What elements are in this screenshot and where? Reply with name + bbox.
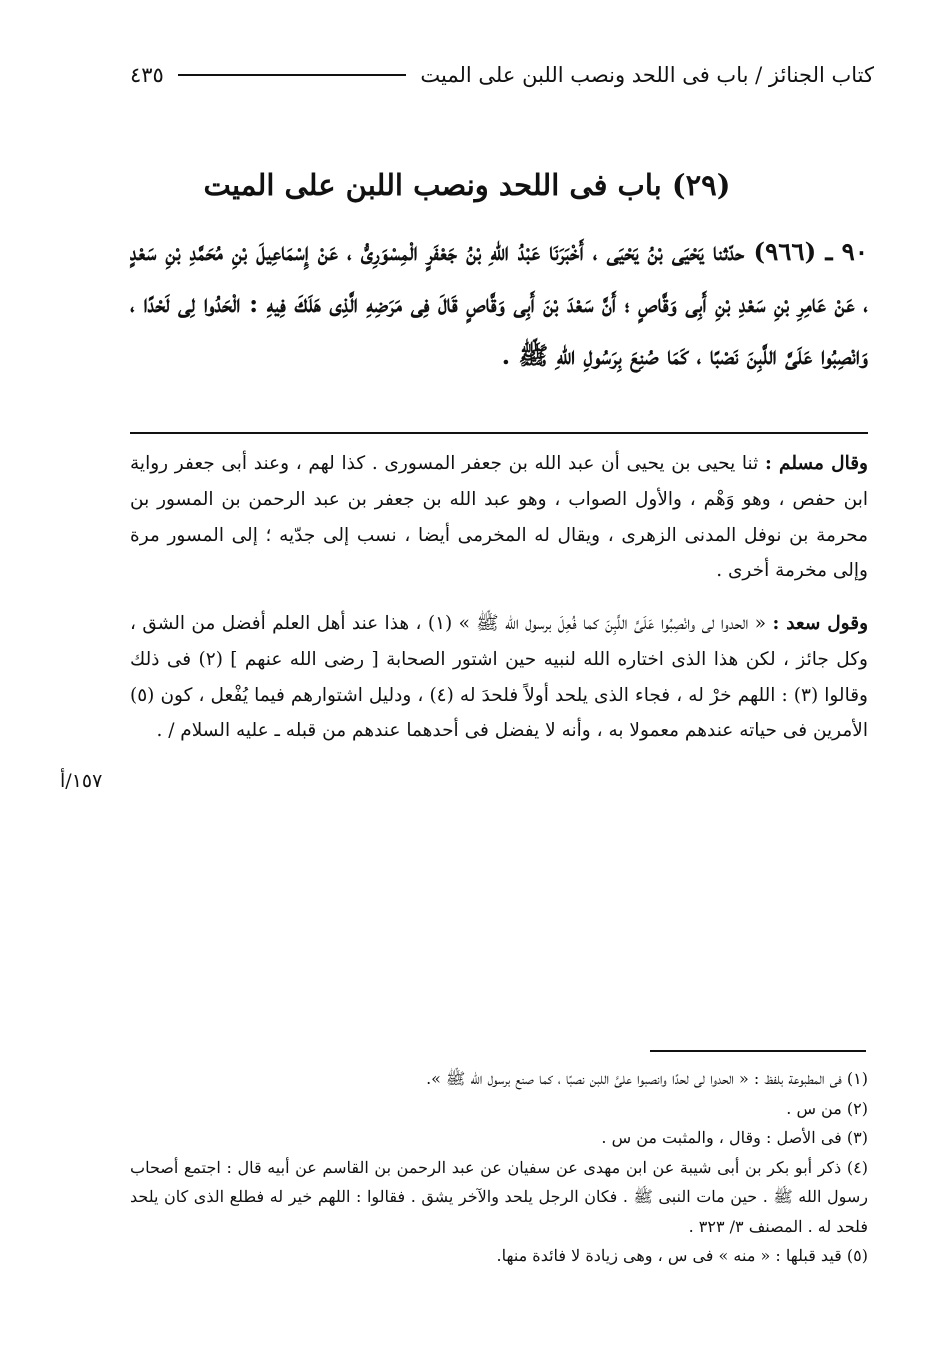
commentary-text-1: ثنا يحيى بن يحيى أن عبد الله بن جعفر المسورى . كذا لهم ، وعند أبى جعفر رواية ابن حفص ، وهو وَهْم ، والأول الصواب ، وهو عبد الله بن جعفر بن عبد الرحمن بن المسور بن محرمة بن نوفل المدنى الزهرى ، ويقال له المخرمى أيضا ، نسب إلى جدّيه ؛ إلى المسور مرة وإلى مخرمة أخرى . bbox=[130, 453, 868, 582]
commentary-lead-1: وقال مسلم : bbox=[764, 453, 868, 474]
chapter-title: (٢٩) باب فى اللحد ونصب اللبن على الميت bbox=[203, 168, 731, 202]
footnote-number: (٣) bbox=[846, 1128, 868, 1147]
footnotes bbox=[130, 1064, 868, 1271]
running-title: كتاب الجنائز / باب فى اللحد ونصب اللبن على الميت bbox=[420, 63, 874, 87]
page-number: ٤٣٥ bbox=[130, 63, 164, 87]
footnote-text: فى المطبوعة بلفظ : « الحدوا لى لحدًا وانصبوا علىَّ اللبن نصبًا ، كما صنع برسول الله ﷺ ». bbox=[426, 1069, 842, 1088]
footnote-text: ذكر أبو بكر بن أبى شيبة عن ابن مهدى عن سفيان عن عبد الرحمن بن القاسم عن أبيه قال : اجتمع أصحاب رسول الله ﷺ . حين مات النبى ﷺ . فكان الرجل يلحد والآخر يشق . فقالوا : اللهم خير له فطلع الذى كان يلحد فلحد له . المصنف ٣/ ٣٢٣ . bbox=[130, 1157, 868, 1236]
footnote-text: قيد قبلها : « منه » فى س ، وهى زيادة لا فائدة منها. bbox=[496, 1246, 842, 1265]
commentary-text-2: « الحدوا لى وانْصِبُوا عَلَىَّ اللَّبِنَ كما فُعِلَ برسول الله ﷺ » (١) ، هذا عند أهل العلم أفضل من الشق ، وكل جائز ، لكن هذا الذى اختاره الله لنبيه حين اشتور الصحابة [ رضى الله عنهم ] (٢) فى ذلك وقالوا (٣) : اللهم خرْ له ، فجاء الذى يلحد أولاً فلحدَ له (٤) ، ودليل اشتوارهم فيما يُفْعل ، كون (٥) الأمرين فى حياته عندهم معمولا به ، وأنه لا يفضل فى أحدهما عندهم من قبله ـ عليه السلام / . bbox=[130, 613, 868, 742]
running-header bbox=[130, 58, 874, 92]
footnote-text: فى الأصل : وقال ، والمثبت من س . bbox=[601, 1128, 842, 1147]
main-separator-rule bbox=[130, 432, 868, 434]
commentary-lead-2: وقول سعد : bbox=[772, 613, 869, 634]
footnote-number: (١) bbox=[846, 1069, 868, 1088]
footnote-item bbox=[130, 1153, 868, 1242]
hadith-text: ٩٠ ـ (٩٦٦) حدّثنا يَحْيَى بْنُ يَحْيَى ، أَخْبَرَنَا عَبْدُ اللهِ بْنُ جَعْفَرٍ الْمِسْوَرِىُّ ، عَنْ إِسْمَاعِيلَ بْنِ مُحَمَّدِ بْنِ سَعْدٍ ، عَنْ عَامِرِ بْنِ سَعْدِ بْنِ أَبِى وَقَّاصٍ ؛ أَنَّ سَعْدَ بْنَ أَبِى وَقَّاصٍ قَالَ فِى مَرَضِهِ الَّذِى هَلَكَ فِيهِ : الْحَدُوا لِى لَحْدًا ، وَانْصِبُوا عَلَىَّ اللَّبِنَ نَصْبًا ، كَمَا صُنِعَ بِرَسُولِ اللهِ ﷺ . bbox=[130, 237, 868, 370]
folio-marker: ١٥٧/أ bbox=[60, 770, 103, 792]
commentary-paragraph-1 bbox=[130, 446, 868, 589]
footnote-rule bbox=[650, 1050, 866, 1052]
footnote-number: (٥) bbox=[846, 1246, 868, 1265]
footnote-item bbox=[130, 1241, 868, 1271]
commentary-paragraph-2 bbox=[130, 606, 868, 749]
footnote-item bbox=[130, 1123, 868, 1153]
footnote-text: من س . bbox=[786, 1098, 842, 1118]
footnote-number: (٢) bbox=[846, 1098, 868, 1118]
header-rule bbox=[178, 74, 407, 76]
footnote-number: (٤) bbox=[846, 1157, 868, 1177]
footnote-item bbox=[130, 1094, 868, 1124]
footnote-item bbox=[130, 1064, 868, 1094]
